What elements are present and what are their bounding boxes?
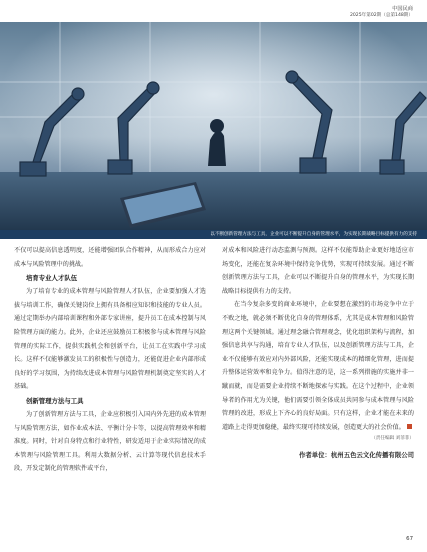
left-column — [14, 244, 206, 476]
right-column — [222, 244, 414, 462]
section-heading: 创新管理方法与工具 — [26, 396, 84, 405]
issue-info: 2025年第02期（总第148期） — [349, 13, 413, 18]
paragraph: 为了培育专业的成本管理与风险管理人才队伍，企业要加强人才选拔与培训工作，确保关键岗位上拥有具备相应知识和技能的专业人员。通过定期举办内部培训课程和外部专家讲座，提升员工在成本控制与风险管理方面的能力。此外，企业还应鼓励员工积极参与成本管理与风险管理的实际工作，提供实践机会和创新平台，让员工在实践中学习成长。这样不仅能够激发员工的积极性与创造力，还能促进企业内部形成良好的学习氛围，为持续改进成本管理与风险管理机制奠定坚实的人才基础。 — [14, 288, 206, 391]
paragraph-text: 在当今复杂多变的商业环境中，企业要想在激烈的市场竞争中立于不败之地，就必须不断优化自身的管理体系，尤其是成本管理和风险管理这两个关键领域。通过理念融合管理观念，优化组织架构与流程，加强信息共享与沟通，培育专业人才队伍，以及创新管理方法与工具，企业不仅能够有效应对内外部风险，还能实现成本的精细化管理，进而提升整体运营效率和竞争力。值得注意的是，这一系列措施的实施并非一蹴而就，而是需要企业持续不断地探索与实践。在这个过程中，企业领导者的作用尤为关键，他们需要引领全体成员共同参与成本管理与风险管理的改进，形成上下齐心的良好局面。只有这样，企业才能在未来的道路上走得更加稳健，最终实现可持续发展，创造更大的社会价值。 — [222, 301, 414, 431]
page-header — [350, 6, 413, 19]
author-affiliation: 作者单位：杭州五色云文化传播有限公司 — [298, 451, 414, 460]
editor-credit: （责任编辑 刘菲菲） — [371, 436, 414, 442]
magazine-name: 中国民商 — [392, 6, 413, 12]
robot-factory-photo — [0, 22, 427, 230]
end-mark-icon — [407, 424, 412, 429]
paragraph: 对成本和风险进行动态监测与预测。这样不仅能帮助企业更好地适应市场变化，还能在复杂环境中保持竞争优势，实现可持续发展。通过不断创新管理方法与工具，企业可以不断提升自身的管理水平，为实现长期战略目标提供有力的支持。 — [222, 247, 414, 295]
section-heading: 培育专业人才队伍 — [26, 274, 78, 283]
paragraph: 不仅可以提高信息透明度，还能增强团队合作精神，从而形成合力应对成本与风险管理中的挑战。 — [14, 247, 206, 268]
paragraph-with-end-mark — [222, 298, 414, 434]
paragraph: 为了创新管理方法与工具，企业应积极引入国内外先进的成本管理与风险管理方法，如作业成本法、平衡计分卡等，以提高管理效率和精准度。同时，针对自身特点和行业特性，研发适用于企业实际情况的成本管理与风险管理工具。利用大数据分析、云计算等现代信息技术手段，开发定制化的管理软件或平台， — [14, 410, 206, 473]
photo-caption: 以不断创新管理方法与工具，企业可以不断提升自身的管理水平，为实现长期战略目标提供有力的支持 — [0, 230, 427, 239]
page-number: 67 — [406, 536, 413, 542]
robot-arms-illustration — [0, 22, 427, 230]
